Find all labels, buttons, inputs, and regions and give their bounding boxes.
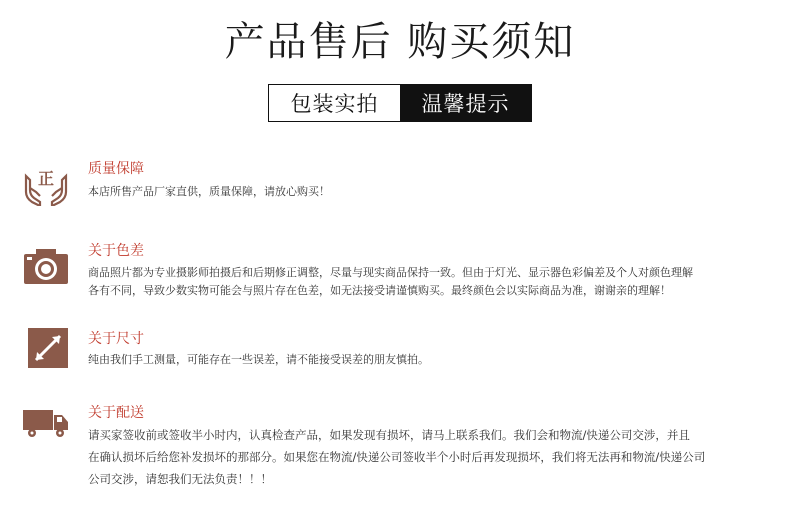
resize-arrow-icon	[22, 326, 70, 370]
tab-packaging-photos[interactable]: 包装实拍	[269, 85, 400, 121]
section-title-quality: 质量保障	[88, 161, 144, 177]
body-line: 纯由我们手工测量，可能存在一些误差，请不能接受误差的朋友慎拍。	[88, 353, 429, 366]
section-body-color	[88, 264, 693, 300]
section-title-size: 关于尺寸	[88, 331, 144, 347]
tab-bar	[268, 84, 532, 122]
hands-quality-icon	[22, 162, 70, 206]
body-line: 本店所售产品厂家直供，质量保障，请放心购买！	[88, 185, 330, 198]
body-line: 商品照片都为专业摄影师拍摄后和后期修正调整，尽量与现实商品保持一致。但由于灯光、显示器色彩偏差及个人对颜色理解	[88, 266, 693, 279]
section-body-quality	[88, 184, 330, 200]
body-line: 请买家签收前或签收半小时内，认真检查产品，如果发现有损坏，请马上联系我们。我们会和物流/快递公司交涉，并且	[88, 428, 690, 442]
body-line: 在确认损坏后给您补发损坏的那部分。如果您在物流/快递公司签收半个小时后再发现损坏，我们将无法再和物流/快递公司	[88, 450, 706, 464]
section-body-shipping	[88, 424, 705, 490]
section-body-size	[88, 352, 429, 368]
svg-text:正: 正	[37, 169, 55, 188]
section-title-color: 关于色差	[88, 243, 144, 259]
section-title-shipping: 关于配送	[88, 405, 144, 421]
page-title: 产品售后 购买须知	[224, 19, 576, 65]
tab-warm-tips[interactable]: 温馨提示	[400, 85, 531, 121]
truck-icon	[22, 404, 70, 448]
camera-icon	[22, 244, 70, 288]
body-line: 公司交涉，请恕我们无法负责！！！	[88, 472, 272, 486]
body-line: 各有不同，导致少数实物可能会与照片存在色差，如无法接受请谨慎购买。最终颜色会以实际商品为准，谢谢亲的理解！	[88, 284, 671, 297]
